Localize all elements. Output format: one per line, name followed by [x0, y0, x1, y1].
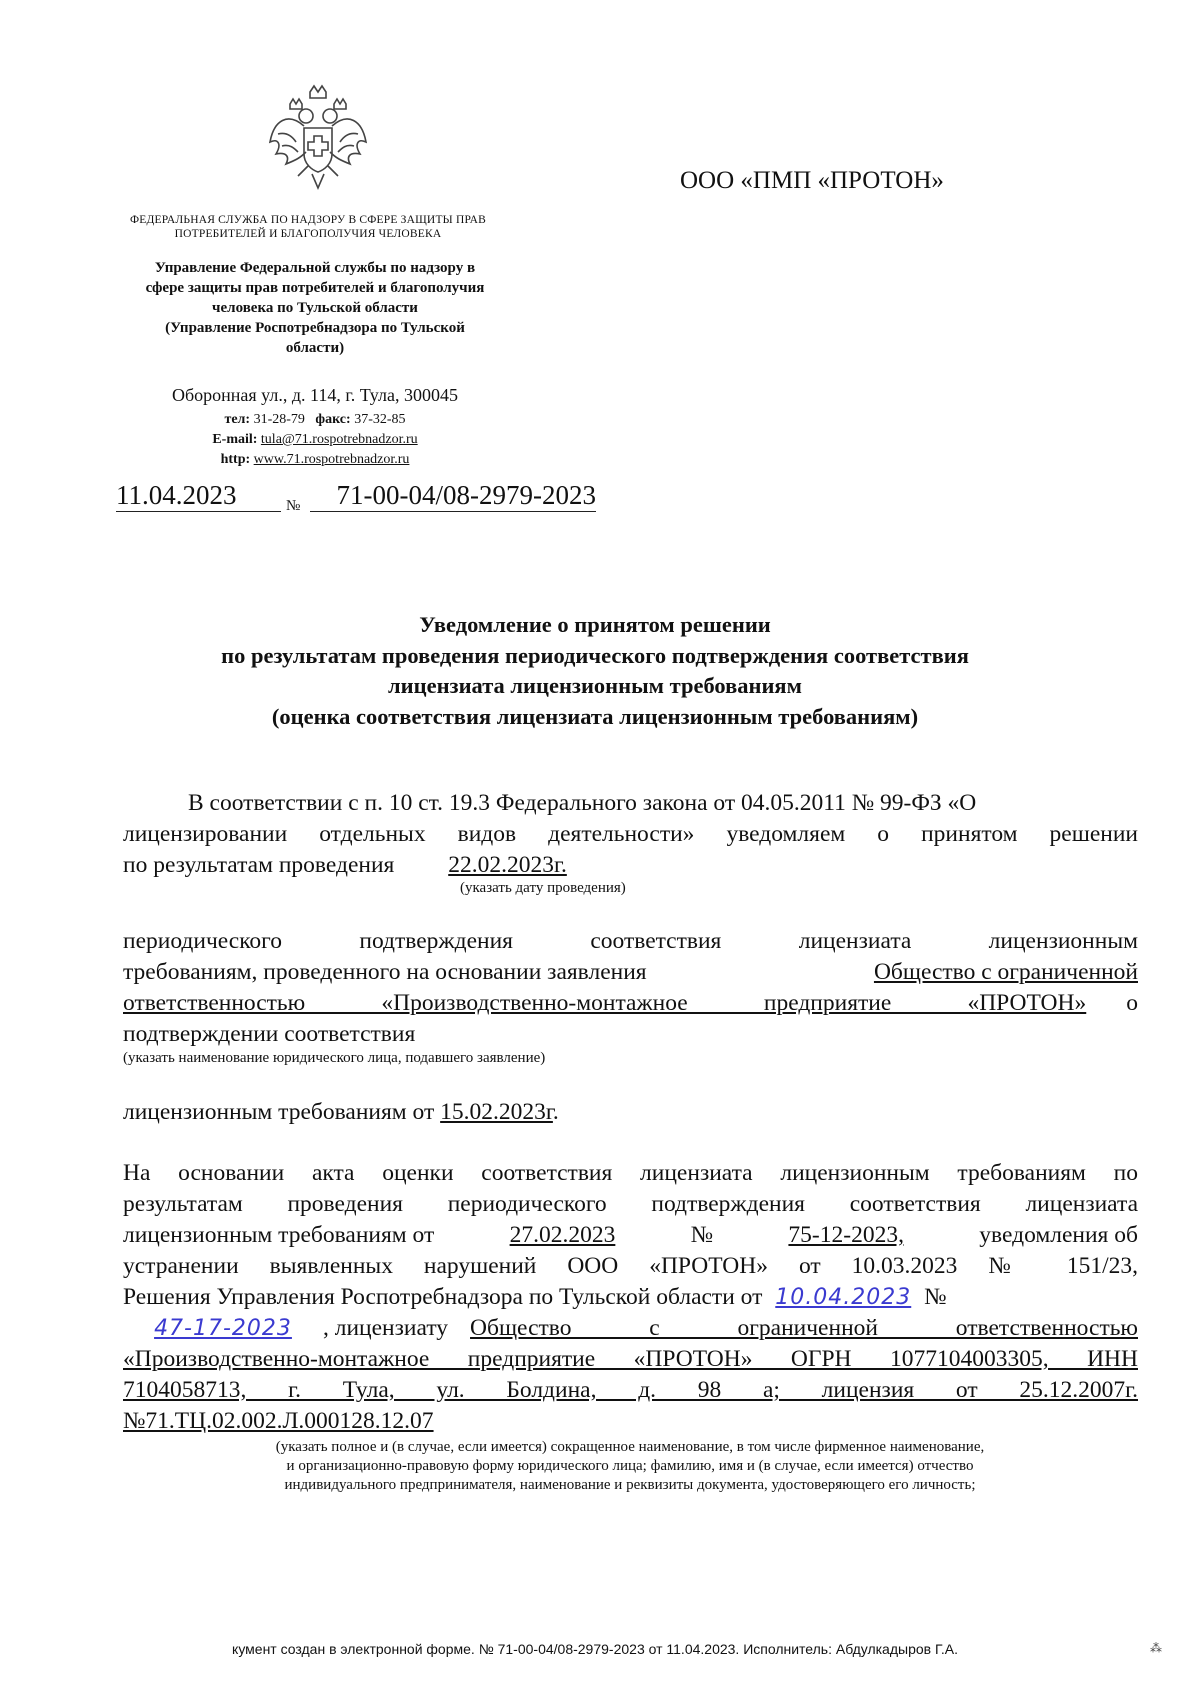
department-line: сфере защиты прав потребителей и благополучия — [145, 280, 485, 296]
para4-line5-suffix: № — [924, 1284, 947, 1310]
licensee-details: 7104058713, г. Тула, ул. Болдина, д. 98 а; лицензия от 25.12.2007г. — [123, 1377, 1138, 1403]
emblem-icon — [268, 82, 368, 194]
para4-line6 — [123, 1313, 1138, 1345]
hint-line: индивидуального предпринимателя, наименование и реквизиты документа, удостоверяющего его личность; — [284, 1477, 976, 1493]
para4-line4: устранении выявленных нарушений ООО «ПРОТОН» от 10.03.2023 № 151/23, — [123, 1253, 1138, 1279]
fax-number: 37-32-85 — [354, 412, 406, 427]
para2-line2-prefix: требованиям, проведенного на основании заявления — [123, 959, 647, 985]
department-line: области) — [285, 340, 345, 356]
check-date: 22.02.2023г. — [448, 852, 567, 878]
para4-line2: результатам проведения периодического подтверждения соответствия лицензиата — [123, 1191, 1138, 1217]
notice-title — [100, 610, 1090, 732]
http-label: http: — [220, 452, 251, 467]
para2-line3 — [123, 988, 1138, 1019]
department-line: человека по Тульской области — [212, 300, 418, 316]
act-date: 27.02.2023 — [509, 1222, 616, 1248]
phone-label: тел: — [224, 412, 251, 427]
applicant-hint: (указать наименование юридического лица, подавшего заявление) — [123, 1050, 546, 1066]
para3-prefix: лицензионным требованиям от — [123, 1099, 435, 1125]
applicant-name-part2: ответственностью «Производственно-монтажное предприятие «ПРОТОН» — [123, 990, 1087, 1016]
para1-line1: В соответствии с п. 10 ст. 19.3 Федерального закона от 04.05.2011 № 99-ФЗ «О — [188, 790, 977, 816]
para4-line3-a: лицензионным требованиям от — [123, 1222, 435, 1248]
para1-prefix: по результатам проведения — [123, 852, 395, 878]
check-date-hint: (указать дату проведения) — [460, 880, 626, 896]
para2-line1: периодического подтверждения соответствия лицензиата лицензионным — [123, 928, 1138, 954]
website-line — [95, 450, 535, 469]
postal-address: Оборонная ул., д. 114, г. Тула, 300045 — [171, 385, 458, 405]
licensee-name-part2: «Производственно-монтажное предприятие «ПРОТОН» ОГРН 1077104003305, ИНН — [123, 1346, 1138, 1372]
document-date: 11.04.2023 — [116, 479, 281, 512]
para4-line6-mid: , лицензиату — [323, 1315, 449, 1341]
fax-label: факс: — [315, 412, 351, 427]
number-sign: № — [286, 498, 301, 514]
para3-line — [123, 1097, 1138, 1128]
department-line: (Управление Роспотребнадзора по Тульской — [165, 320, 465, 336]
email-line — [95, 430, 535, 449]
para3-suffix: . — [552, 1099, 559, 1125]
act-number: 75-12-2023, — [788, 1222, 904, 1248]
agency-name: ФЕДЕРАЛЬНАЯ СЛУЖБА ПО НАДЗОРУ В СФЕРЕ ЗАЩИТЫ ПРАВ ПОТРЕБИТЕЛЕЙ И БЛАГОПОЛУЧИЯ ЧЕЛОВЕКА — [130, 214, 486, 240]
title-line: лицензиата лицензионным требованиям — [388, 673, 802, 698]
licensee-name-part1: Общество с ограниченной ответственностью — [470, 1315, 1138, 1341]
email-link[interactable]: tula@71.rospotrebnadzor.ru — [260, 432, 418, 447]
department-line: Управление Федеральной службы по надзору в — [154, 260, 476, 276]
para2-line2 — [123, 957, 1138, 988]
para4-line5-prefix: Решения Управления Роспотребнадзора по Тульской области от — [123, 1284, 763, 1310]
application-date: 15.02.2023г — [440, 1099, 553, 1125]
para2-line3-suffix: о — [1126, 990, 1138, 1016]
para4-line5 — [123, 1282, 1138, 1314]
para4-line3-b: уведомления об — [979, 1222, 1138, 1248]
para4-line3 — [123, 1220, 1138, 1251]
footer-electronic-notice: кумент создан в электронной форме. № 71-00-04/08-2979-2023 от 11.04.2023. Исполнитель: Абдулкадыров Г.А. — [232, 1641, 958, 1657]
para2-line4: подтверждении соответствия — [123, 1021, 416, 1047]
website-link[interactable]: www.71.rospotrebnadzor.ru — [253, 452, 410, 467]
hint-line: и организационно-правовую форму юридического лица; фамилию, имя и (в случае, если имеется) отчество — [286, 1458, 974, 1474]
licensee-hint — [150, 1438, 1110, 1495]
title-line: (оценка соответствия лицензиата лицензионным требованиям) — [271, 703, 919, 729]
applicant-name-part1: Общество с ограниченной — [873, 959, 1138, 985]
phone-number: 31-28-79 — [253, 412, 305, 427]
department-name — [95, 258, 535, 358]
title-line: Уведомление о принятом решении — [419, 612, 771, 637]
para1-line2: лицензировании отдельных видов деятельности» уведомляем о принятом решении — [123, 821, 1138, 847]
email-label: E-mail: — [212, 432, 258, 447]
title-line: по результатам проведения периодического подтверждения соответствия — [221, 642, 969, 668]
phone-fax-line — [95, 410, 535, 429]
para4-line1: На основании акта оценки соответствия лицензиата лицензионным требованиям по — [123, 1160, 1138, 1186]
handwritten-decision-date: 10.04.2023 — [775, 1285, 912, 1310]
license-number: №71.ТЦ.02.002.Л.000128.12.07 — [123, 1408, 434, 1434]
para4-number-sign: № — [690, 1222, 714, 1248]
hint-line: (указать полное и (в случае, если имеется) сокращенное наименование, в том числе фирменное наименование, — [275, 1439, 985, 1455]
para1-line3 — [123, 850, 1138, 881]
recipient: ООО «ПМП «ПРОТОН» — [680, 167, 944, 194]
footer-mark-icon: ⁂ — [1150, 1641, 1162, 1655]
document-number: 71-00-04/08-2979-2023 — [310, 479, 596, 512]
handwritten-decision-number: 47-17-2023 — [154, 1316, 292, 1341]
